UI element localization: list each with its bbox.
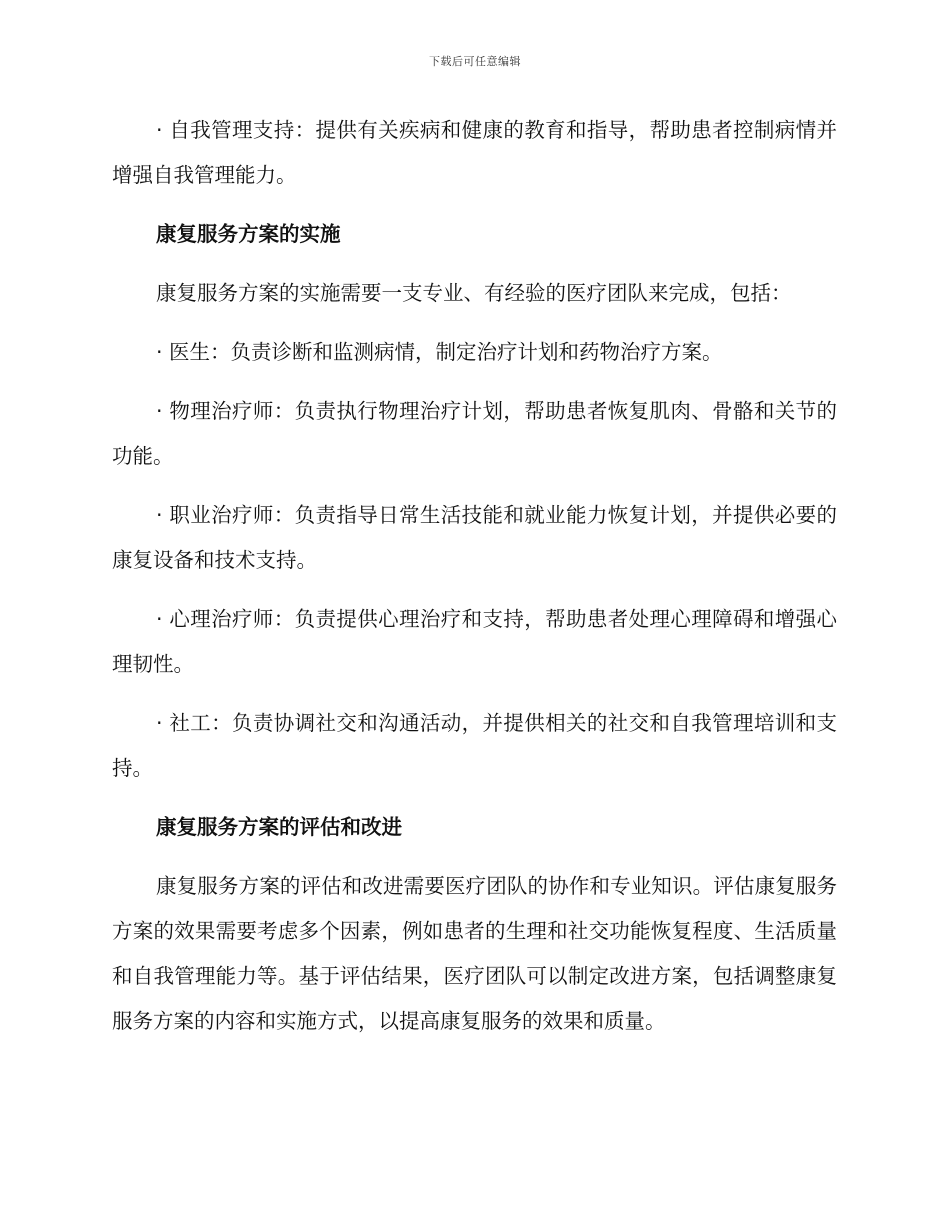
paragraph-doctor: · 医生：负责诊断和监测病情，制定治疗计划和药物治疗方案。 bbox=[156, 340, 723, 364]
paragraph-physical-therapist: · 物理治疗师：负责执行物理治疗计划，帮助患者恢复肌肉、骨骼和关节的功能。 bbox=[112, 399, 837, 468]
paragraph-social-worker: · 社工：负责协调社交和沟通活动，并提供相关的社交和自我管理培训和支持。 bbox=[112, 711, 837, 780]
section-heading-implementation: 康复服务方案的实施 bbox=[156, 222, 341, 246]
paragraph-self-management: · 自我管理支持：提供有关疾病和健康的教育和指导，帮助患者控制病情并增强自我管理能力。 bbox=[112, 118, 837, 187]
paragraph-implementation-intro: 康复服务方案的实施需要一支专业、有经验的医疗团队来完成，包括： bbox=[156, 281, 792, 305]
paragraph-occupational-therapist: · 职业治疗师：负责指导日常生活技能和就业能力恢复计划，并提供必要的康复设备和技术支持。 bbox=[112, 503, 837, 572]
page-header: 下载后可任意编辑 bbox=[429, 55, 521, 68]
document-body bbox=[112, 108, 837, 1058]
section-heading-evaluation: 康复服务方案的评估和改进 bbox=[156, 815, 402, 839]
paragraph-psychotherapist: · 心理治疗师：负责提供心理治疗和支持，帮助患者处理心理障碍和增强心理韧性。 bbox=[112, 607, 837, 676]
paragraph-evaluation: 康复服务方案的评估和改进需要医疗团队的协作和专业知识。评估康复服务方案的效果需要考虑多个因素，例如患者的生理和社交功能恢复程度、生活质量和自我管理能力等。基于评估结果，医疗团队可以制定改进方案，包括调整康复服务方案的内容和实施方式，以提高康复服务的效果和质量。 bbox=[112, 874, 837, 1033]
